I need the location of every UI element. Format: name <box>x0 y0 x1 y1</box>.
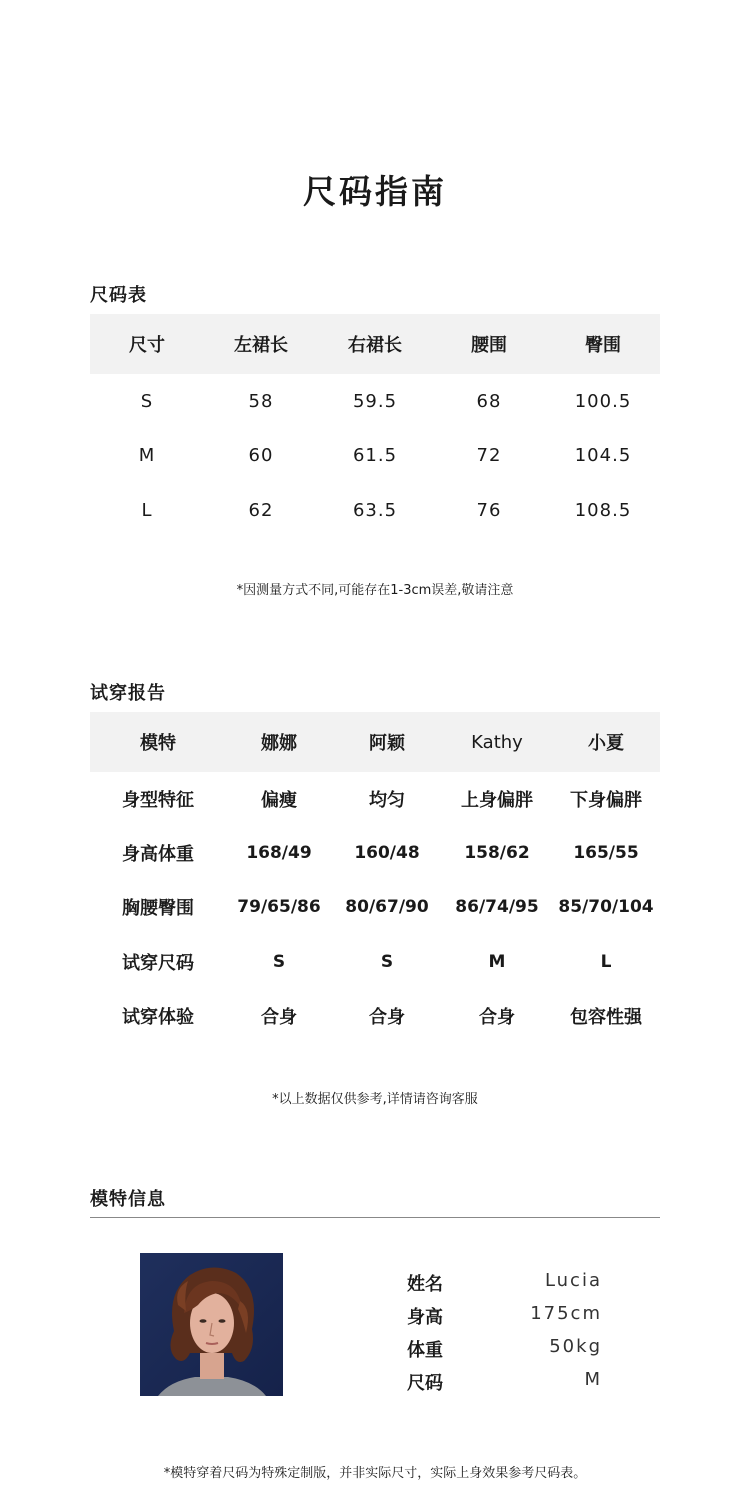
page-title: 尺码指南 <box>303 172 447 211</box>
table-cell: 试穿尺码 <box>122 952 194 974</box>
table-row <box>90 935 660 989</box>
table-cell: 58 <box>248 390 274 412</box>
table-cell: 偏瘦 <box>261 790 297 812</box>
table-cell: M <box>488 951 506 972</box>
table-row <box>90 429 660 484</box>
size-chart-header-cell: 臀围 <box>585 335 621 356</box>
table-row <box>90 880 660 934</box>
table-cell: L <box>600 951 612 972</box>
table-cell: 62 <box>248 499 274 521</box>
size-chart-header-cell: 右裙长 <box>348 335 402 356</box>
table-cell: 76 <box>476 499 502 521</box>
size-chart-header-row <box>90 314 660 374</box>
table-cell: 61.5 <box>352 445 398 467</box>
table-row <box>90 374 660 429</box>
model-name-value: Lucia <box>544 1270 602 1291</box>
table-cell: 试穿体验 <box>122 1006 194 1028</box>
table-cell: L <box>141 499 153 521</box>
table-cell: 60 <box>248 445 274 467</box>
table-row <box>90 772 660 826</box>
fit-report-note: *以上数据仅供参考,详情请咨询客服 <box>272 1092 478 1107</box>
table-cell: 86/74/95 <box>455 897 539 918</box>
table-cell: 均匀 <box>369 790 405 812</box>
table-cell: 158/62 <box>464 843 530 864</box>
table-cell: 68 <box>476 390 502 412</box>
size-chart-table <box>90 314 660 538</box>
table-cell: 胸腰臀围 <box>122 898 194 920</box>
table-cell: M <box>138 445 156 467</box>
model-portrait-photo <box>140 1253 283 1396</box>
fit-report-header-cell: 阿颖 <box>369 733 405 754</box>
size-chart-header-cell: 左裙长 <box>234 335 288 356</box>
model-size-value: M <box>584 1369 602 1390</box>
fit-report-header-cell: 娜娜 <box>261 733 297 754</box>
table-cell: 165/55 <box>573 843 639 864</box>
fit-report-table <box>90 712 660 1043</box>
fit-report-title: 试穿报告 <box>90 683 166 704</box>
table-cell: 108.5 <box>574 499 632 521</box>
table-cell: 身型特征 <box>122 790 194 812</box>
table-cell: S <box>272 951 286 972</box>
table-cell: 168/49 <box>246 843 312 864</box>
model-name-label: 姓名 <box>407 1274 443 1295</box>
table-cell: 160/48 <box>354 843 420 864</box>
size-chart-header-cell: 尺寸 <box>129 335 165 356</box>
model-weight-label: 体重 <box>407 1340 443 1361</box>
fit-report-header-cell: Kathy <box>471 731 523 753</box>
size-chart-note: *因测量方式不同,可能存在1-3cm误差,敬请注意 <box>236 583 514 598</box>
table-cell: 104.5 <box>574 445 632 467</box>
table-cell: 上身偏胖 <box>461 790 533 812</box>
fit-report-header-row <box>90 712 660 772</box>
table-cell: 100.5 <box>574 390 632 412</box>
table-cell: 合身 <box>369 1006 405 1028</box>
table-cell: S <box>380 951 394 972</box>
model-size-label: 尺码 <box>407 1373 443 1394</box>
table-cell: 79/65/86 <box>237 897 321 918</box>
table-cell: 包容性强 <box>570 1006 642 1028</box>
footer-note: *模特穿着尺码为特殊定制版，并非实际尺寸，实际上身效果参考尺码表。 <box>163 1466 587 1481</box>
table-cell: 身高体重 <box>122 844 194 866</box>
section-divider <box>90 1217 660 1218</box>
table-cell: 59.5 <box>352 390 398 412</box>
model-info-title: 模特信息 <box>90 1189 166 1210</box>
table-cell: S <box>140 390 154 412</box>
size-chart-header-cell: 腰围 <box>471 335 507 356</box>
table-cell: 合身 <box>261 1006 297 1028</box>
model-weight-value: 50kg <box>549 1336 602 1357</box>
size-chart-title: 尺码表 <box>90 285 147 306</box>
fit-report-header-cell: 小夏 <box>588 733 624 754</box>
table-row <box>90 826 660 880</box>
table-cell: 下身偏胖 <box>570 790 642 812</box>
table-row <box>90 989 660 1043</box>
model-height-label: 身高 <box>407 1307 443 1328</box>
fit-report-header-cell: 模特 <box>140 733 176 754</box>
model-height-value: 175cm <box>530 1303 602 1324</box>
table-cell: 85/70/104 <box>558 897 654 918</box>
table-cell: 63.5 <box>352 499 398 521</box>
table-cell: 合身 <box>479 1006 515 1028</box>
table-cell: 80/67/90 <box>345 897 429 918</box>
table-row <box>90 483 660 538</box>
table-cell: 72 <box>476 445 502 467</box>
